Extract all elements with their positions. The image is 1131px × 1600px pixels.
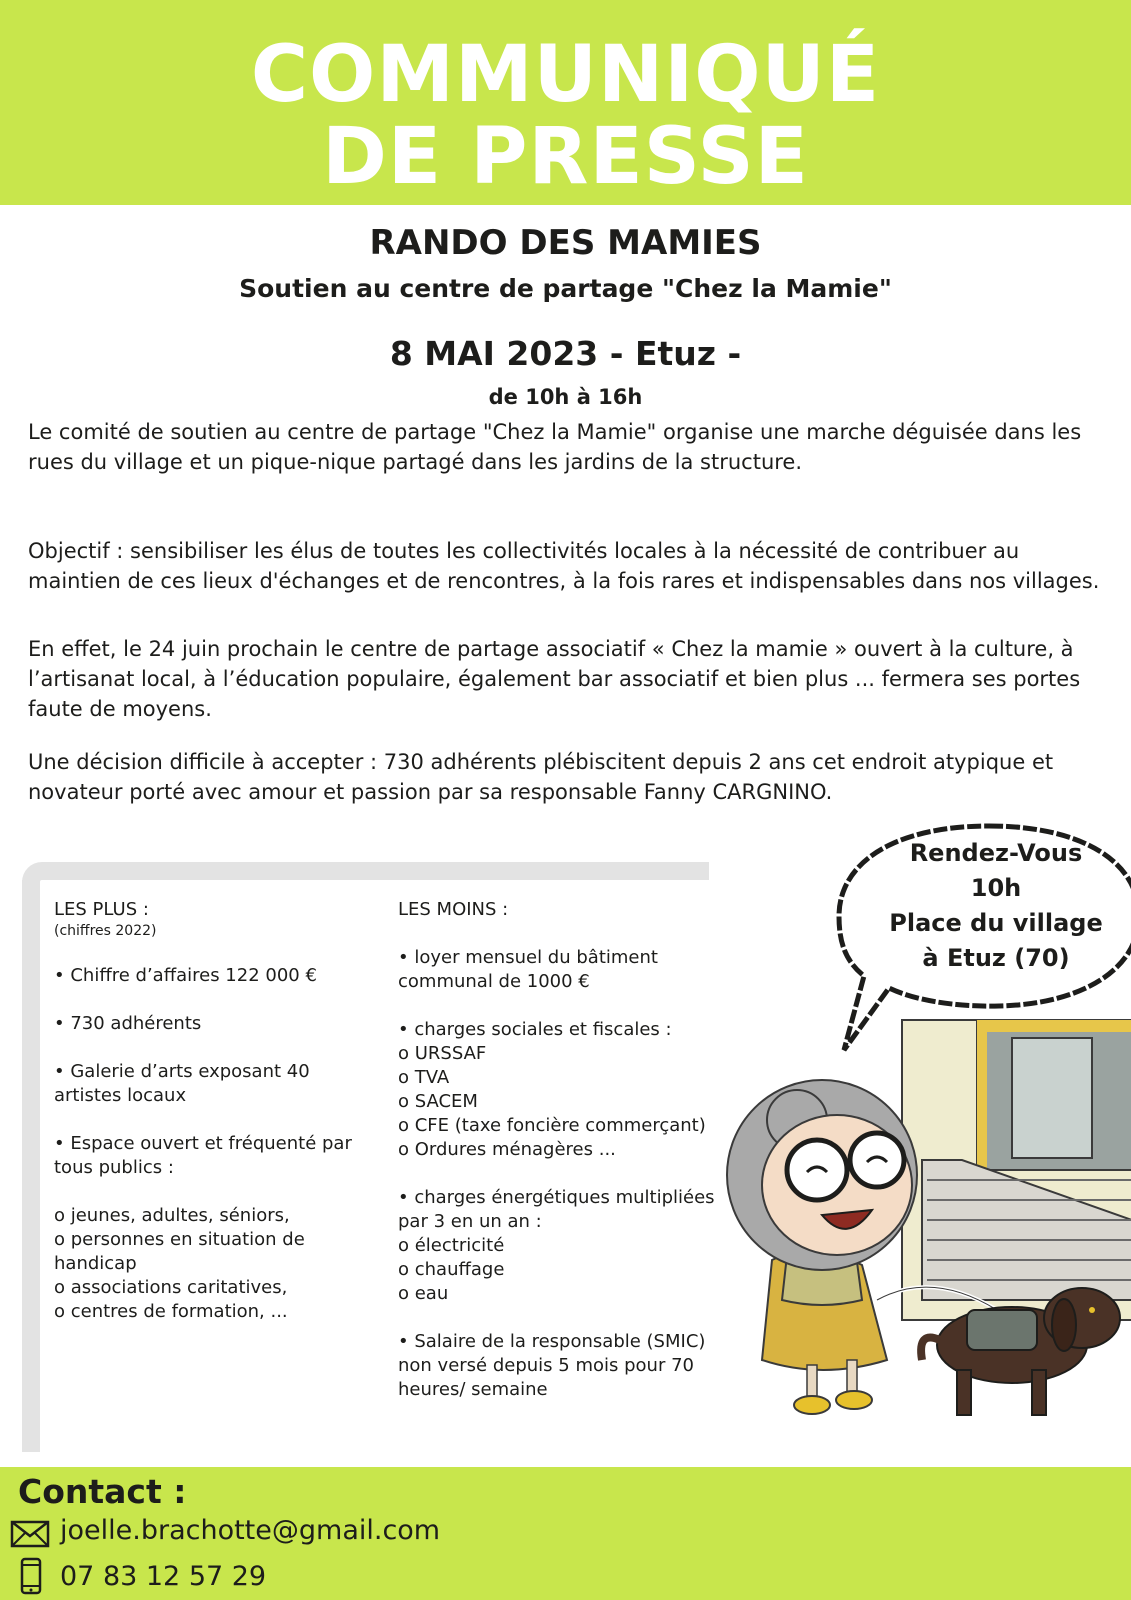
page-title-line-1: COMMUNIQUÉ [250, 30, 881, 120]
spacer [398, 994, 718, 1018]
plus-subitem: o centres de formation, ... [54, 1301, 288, 1322]
grandma-dog-illustration [712, 1000, 1131, 1440]
spacer [398, 1162, 718, 1186]
plus-item: • Espace ouvert et fréquenté par tous publics : [54, 1133, 352, 1178]
event-title: RANDO DES MAMIES [369, 223, 762, 263]
event-date: 8 MAI 2023 - Etuz - [389, 334, 742, 373]
spacer [54, 1180, 354, 1204]
moins-item: • Salaire de la responsable (SMIC) non versé depuis 5 mois pour 70 heures/ semaine [398, 1331, 706, 1400]
moins-column [398, 898, 718, 1402]
plus-subitem: o associations caritatives, [54, 1277, 288, 1298]
spacer [54, 988, 354, 1012]
plus-subitem: o personnes en situation de handicap [54, 1229, 305, 1274]
moins-subitem: o Ordures ménagères ... [398, 1139, 616, 1160]
meeting-line-2: 10h [970, 874, 1022, 902]
list-frame-top [22, 862, 709, 882]
house-window [1012, 1038, 1092, 1158]
plus-heading: LES PLUS : [54, 899, 149, 920]
moins-heading: LES MOINS : [398, 899, 509, 920]
shoe-left [794, 1396, 830, 1414]
meeting-line-1: Rendez-Vous [909, 839, 1083, 867]
spacer [398, 1306, 718, 1330]
mobile-phone-icon [20, 1557, 42, 1595]
decision-paragraph: Une décision difficile à accepter : 730 adhérents plébiscitent depuis 2 ans cet endroit atypique et novateur porté avec amour et passion par sa responsable Fanny CARGNINO. [28, 750, 1054, 804]
page-title [0, 30, 1131, 202]
closure-paragraph: En effet, le 24 juin prochain le centre de partage associatif « Chez la mamie » ouvert à la culture, à l’artisanat local, à l’éducation populaire, également bar associatif et bien plus ... fermera ses portes faute de moyens. [28, 637, 1081, 721]
spacer [54, 940, 354, 964]
spacer [54, 1036, 354, 1060]
plus-item: • Galerie d’arts exposant 40 artistes locaux [54, 1061, 310, 1106]
plus-item: • Chiffre d’affaires 122 000 € [54, 965, 317, 986]
contact-email-link[interactable]: joelle.brachotte@gmail.com [60, 1515, 441, 1546]
objective-paragraph: Objectif : sensibiliser les élus de toutes les collectivités locales à la nécessité de contribuer au maintien de ces lieux d'échanges et de rencontres, à la fois rares et indispensables dans nos villages. [28, 539, 1100, 593]
meeting-line-4: à Etuz (70) [922, 944, 1070, 972]
spacer [398, 922, 718, 946]
moins-item: • loyer mensuel du bâtiment communal de 1000 € [398, 947, 658, 992]
meeting-info [866, 836, 1126, 976]
moins-subitem: o URSSAF [398, 1043, 487, 1064]
envelope-icon [10, 1520, 50, 1548]
moins-subitem: o chauffage [398, 1259, 505, 1280]
event-subtitle: Soutien au centre de partage "Chez la Mamie" [239, 274, 892, 303]
dog-coat [967, 1310, 1037, 1350]
intro-paragraph: Le comité de soutien au centre de partage "Chez la Mamie" organise une marche déguisée dans les rues du village et un pique-nique partagé dans les jardins de la structure. [28, 420, 1082, 474]
moins-subitem: o CFE (taxe foncière commerçant) [398, 1115, 706, 1136]
glasses-right [850, 1133, 904, 1187]
plus-item: • 730 adhérents [54, 1013, 202, 1034]
moins-subitem: o TVA [398, 1067, 450, 1088]
spacer [54, 1108, 354, 1132]
shoe-right [836, 1391, 872, 1409]
event-hours: de 10h à 16h [488, 385, 643, 409]
page-title-line-2: DE PRESSE [322, 112, 809, 202]
moins-item: • charges sociales et fiscales : [398, 1019, 672, 1040]
contact-phone-link[interactable]: 07 83 12 57 29 [60, 1561, 267, 1592]
contact-heading: Contact : [18, 1472, 187, 1511]
moins-item: • charges énergétiques multipliées par 3 en un an : [398, 1187, 715, 1232]
plus-note: (chiffres 2022) [54, 923, 157, 939]
list-frame-left [22, 880, 40, 1452]
plus-subitem: o jeunes, adultes, séniors, [54, 1205, 290, 1226]
plus-column [54, 898, 354, 1324]
moins-subitem: o électricité [398, 1235, 505, 1256]
meeting-line-3: Place du village [889, 909, 1103, 937]
glasses-left [787, 1140, 847, 1200]
house-door-frame [977, 1020, 1131, 1032]
moins-subitem: o SACEM [398, 1091, 478, 1112]
moins-subitem: o eau [398, 1283, 449, 1304]
house-door-frame-side [977, 1020, 987, 1170]
